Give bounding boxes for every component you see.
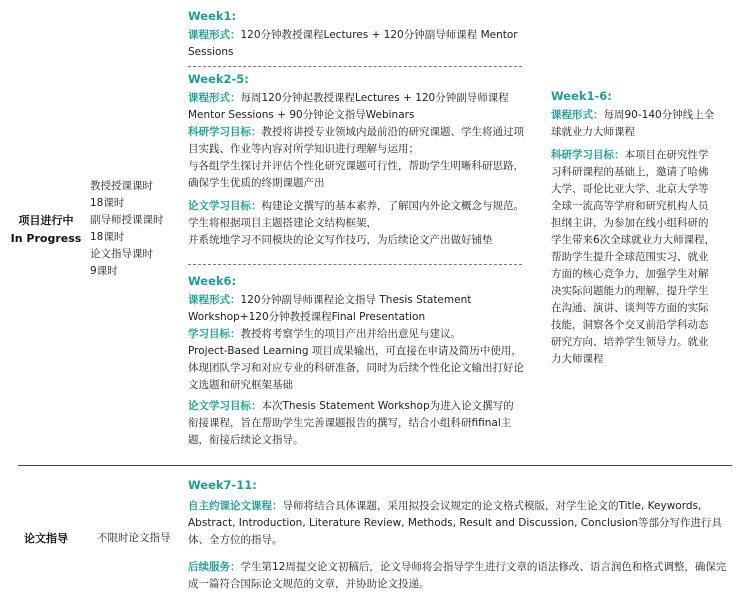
divider: [188, 264, 522, 265]
row-title-en: In Progress: [10, 232, 82, 245]
row-title-guidance: 论文指导: [24, 532, 68, 545]
week6-study-text-1: 教授将考察学生的项目产出并给出意见与建议。: [240, 328, 461, 340]
week1-label: Week1:: [188, 9, 237, 23]
week2-thesis-text-1: 构建论文撰写的基本素养，了解国内外论文概念与规范。学生将根据项目主题搭建论文结构框架，: [188, 200, 524, 229]
hours-item: 18课时: [90, 197, 125, 209]
row-title-progress: [10, 212, 82, 248]
week1-form-label: 课程形式：: [188, 29, 241, 41]
right-label: Week1-6:: [551, 89, 612, 103]
self-course-label: 自主约课论文课程：: [188, 500, 283, 512]
hours-item: 论文指导课时: [90, 248, 153, 260]
self-course-text: 导师将结合具体课题，采用拟投会议规定的论文格式模版，对学生论文的Title, Keywords, Abstract, Introduction, Literature Review, Methods, Result and Discussion, Conclusion等部分写作进行具体、全方位的指导。: [188, 500, 723, 546]
right-form-label: 课程形式：: [551, 109, 604, 121]
week2-block: [188, 70, 524, 249]
row-separator: [18, 465, 732, 466]
week6-form-label: 课程形式：: [188, 294, 241, 306]
hours-item: 9课时: [90, 265, 118, 277]
week2-research-label: 科研学习目标：: [188, 126, 262, 138]
week2-label: Week2-5:: [188, 72, 249, 86]
guidance-hours: 不限时论文指导: [97, 532, 171, 544]
week7-label: Week7-11:: [188, 478, 257, 492]
week6-form-text: 120分钟副导师课程论文指导 Thesis Statement Workshop+120分钟教授课程Final Presentation: [188, 294, 472, 323]
week6-block: [188, 272, 524, 449]
week6-thesis-label: 论文学习目标：: [188, 400, 262, 412]
week1-block: [188, 7, 524, 61]
week2-research-text-2: 与各组学生探讨并评估个性化研究课题可行性，帮助学生明晰科研思路，确保学生优质的终期课题产出: [188, 160, 524, 189]
week2-thesis-label: 论文学习目标：: [188, 200, 262, 212]
week7-block: [188, 476, 728, 593]
row-title-cn: 项目进行中: [18, 214, 74, 227]
week2-thesis-text-2: 并系统地学习不同模块的论文写作技巧，为后续论文产出做好铺垫: [188, 234, 493, 246]
hours-item: 教授授课课时: [90, 180, 153, 192]
divider: [188, 66, 522, 67]
week1-form-text: 120分钟教授课程Lectures + 120分钟副导师课程 Mentor Sessions: [188, 29, 518, 58]
hours-item: 18课时: [90, 231, 125, 243]
hours-item: 副导师授课课时: [90, 214, 164, 226]
right-research-label: 科研学习目标：: [551, 149, 625, 161]
right-research-text: 本项目在研究性学习科研课程的基础上，邀请了哈佛大学、哥伦比亚大学、北京大学等全球一流高等学府和研究机构人员担纲主讲，为参加在线小组科研的学生带来6次全球就业力大师课程，帮助学生提升全球范围实习、就业方面的核心竞争力，加强学生对解决实际问题能力的理解，提升学生在沟通、演讲、谈判等方面的实际技能，洞察各个交叉前沿学科动态研究方向、培养学生领导力。就业力大师课程: [551, 149, 716, 365]
week6-study-text-2: Project-Based Learning 项目成果输出，可直接在申请及简历中使用，体现团队学习和对应专业的科研准备，同时为后续个性化论文输出打好论文选题和研究框架基础: [188, 345, 524, 391]
week6-study-label: 学习目标：: [188, 328, 241, 340]
week6-label: Week6:: [188, 274, 237, 288]
hours-list: [90, 178, 185, 280]
right-form-text: 每周90-140分钟线上全球就业力大师课程: [551, 109, 715, 138]
week6-thesis-text: 本次Thesis Statement Workshop为进入论文撰写的衔接课程，旨在帮助学生完善课题报告的撰写，结合小组科研fifinal主题，衔接后续论文指导。: [188, 400, 514, 446]
week2-research-text-1: 教授将讲授专业领域内最前沿的研究课题、学生将通过项目实践、作业等内容对所学知识进行理解与运用；: [188, 126, 524, 155]
follow-service-label: 后续服务：: [188, 561, 241, 573]
right-block: [551, 87, 717, 368]
week2-form-text: 每周120分钟起教授课程Lectures + 120分钟副导师课程 Mentor Sessions + 90分钟论文指导Webinars: [188, 92, 509, 121]
follow-service-text: 学生第12周提交论文初稿后，论文导师将会指导学生进行文章的语法修改、语言润色和格式调整，确保完成一篇符合国际论文规范的文章，并协助论文投递。: [188, 561, 727, 590]
week2-form-label: 课程形式：: [188, 92, 241, 104]
